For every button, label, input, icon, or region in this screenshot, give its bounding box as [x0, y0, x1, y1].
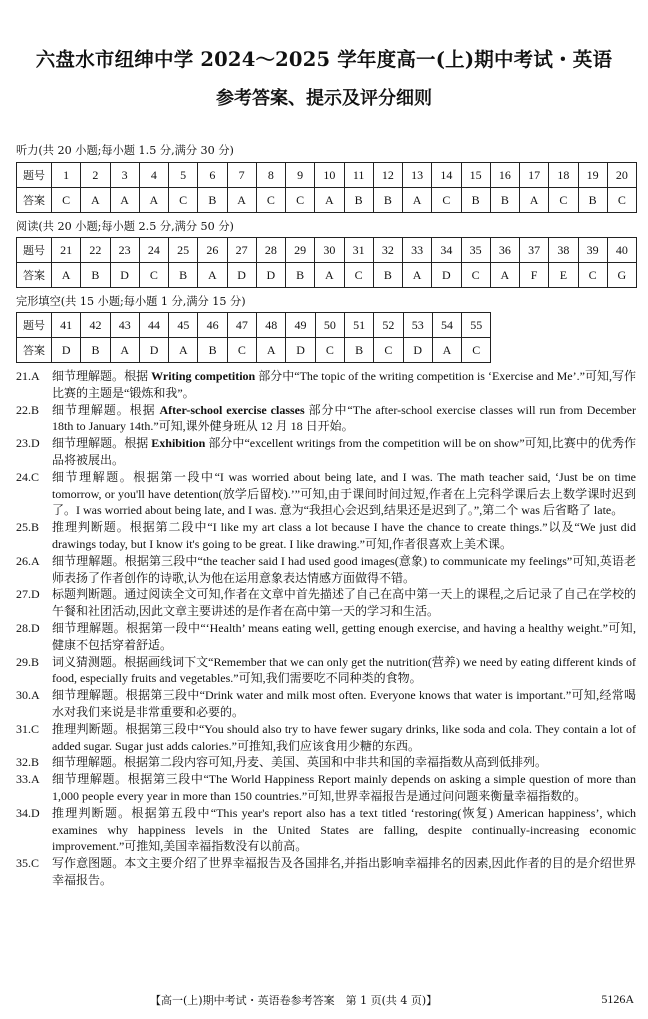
- question-number-cell: 29: [286, 238, 315, 263]
- answer-cell: C: [344, 263, 373, 288]
- answer-row: [17, 188, 637, 213]
- question-number-row: [17, 163, 637, 188]
- question-number-cell: 38: [549, 238, 578, 263]
- section-heading-reading: 阅读(共 20 小题;每小题 2.5 分,满分 50 分): [16, 220, 234, 233]
- question-number-cell: 53: [403, 313, 432, 338]
- question-number-cell: 10: [315, 163, 344, 188]
- answer-cell: A: [198, 263, 227, 288]
- explanation-body: 细节理解题。根据第三段中“The World Happiness Report mainly depends on asking a simple question of more than 1,000 people every year in more than 150 countries.”可知,世界幸福报告是通过问问题来衡量幸福指数的。: [52, 772, 636, 803]
- question-number-cell: 52: [374, 313, 403, 338]
- question-number-cell: 27: [227, 238, 256, 263]
- explanation-item: [16, 654, 636, 688]
- answer-cell: A: [227, 188, 256, 213]
- question-number-cell: 55: [462, 313, 491, 338]
- explanation-item: [16, 620, 636, 654]
- question-number-cell: 9: [286, 163, 315, 188]
- answer-cell: A: [110, 188, 139, 213]
- question-number-cell: 22: [81, 238, 110, 263]
- row-label-answer: 答案: [17, 188, 52, 213]
- question-number-cell: 37: [520, 238, 549, 263]
- answer-cell: E: [549, 263, 578, 288]
- explanation-body: 推理判断题。根据第二段中“I like my art class a lot because I have the chance to create things.”以及“We just did drawings today, but I know it's going to be great. I like drawing.”可知,作者很喜欢上美术课。: [52, 520, 636, 551]
- explanation-answer-key: 21.A: [16, 369, 40, 383]
- answer-cell: B: [344, 338, 373, 363]
- explanation-item: [16, 402, 636, 436]
- question-number-cell: 24: [139, 238, 168, 263]
- explanation-text: [52, 721, 636, 755]
- answer-cell: B: [198, 338, 227, 363]
- explanation-answer-key: 33.A: [16, 772, 40, 787]
- row-label-number: 题号: [17, 238, 52, 263]
- answer-table-cloze: [16, 312, 491, 363]
- answer-row: [17, 338, 491, 363]
- explanation-body: 部分中“The topic of the writing competition is ‘Exercise and Me’.”可知,写作比赛的主题是“锻炼和我”。: [52, 369, 636, 400]
- page-subtitle: 参考答案、提示及评分细则: [216, 88, 432, 109]
- explanation-text: [52, 620, 636, 654]
- answer-row: [17, 263, 637, 288]
- answer-cell: D: [256, 263, 285, 288]
- answer-cell: A: [403, 263, 432, 288]
- explanation-answer-key: 35.C: [16, 856, 40, 871]
- question-number-cell: 32: [373, 238, 402, 263]
- answer-cell: G: [607, 263, 636, 288]
- explanation-answer-key: 29.B: [16, 654, 40, 669]
- question-number-cell: 48: [257, 313, 286, 338]
- explanation-answer-key: 31.C: [16, 721, 40, 736]
- explanation-item: [16, 805, 636, 855]
- question-number-cell: 25: [169, 238, 198, 263]
- explanation-item: [16, 721, 636, 755]
- question-number-cell: 8: [256, 163, 285, 188]
- explanation-item: [16, 469, 636, 519]
- question-number-cell: 11: [344, 163, 373, 188]
- explanation-list: [16, 368, 636, 889]
- explanation-item: [16, 435, 636, 469]
- answer-cell: A: [257, 338, 286, 363]
- answer-cell: A: [52, 263, 81, 288]
- footer-paper-code: 5126A: [601, 992, 634, 1006]
- explanation-text: [52, 771, 636, 805]
- question-number-cell: 34: [432, 238, 461, 263]
- answer-cell: A: [403, 188, 432, 213]
- question-number-cell: 5: [169, 163, 198, 188]
- explanation-item: [16, 368, 636, 402]
- explanation-body: 部分中“excellent writings from the competition will be on show”可知,比赛中的优秀作品将被展出。: [52, 436, 636, 467]
- answer-cell: B: [490, 188, 519, 213]
- question-number-cell: 4: [139, 163, 168, 188]
- explanation-text: [52, 519, 636, 553]
- explanation-item: [16, 754, 636, 771]
- explanation-answer-key: 23.D: [16, 436, 40, 451]
- answer-cell: A: [315, 188, 344, 213]
- question-number-cell: 51: [344, 313, 373, 338]
- question-number-cell: 26: [198, 238, 227, 263]
- answer-cell: B: [373, 188, 402, 213]
- answer-cell: C: [256, 188, 285, 213]
- answer-cell: D: [286, 338, 315, 363]
- explanation-answer-key: 30.A: [16, 688, 40, 703]
- answer-cell: A: [432, 338, 461, 363]
- answer-cell: A: [315, 263, 344, 288]
- answer-cell: C: [607, 188, 636, 213]
- explanation-prefix: 细节理解题。根据: [52, 436, 152, 451]
- answer-cell: B: [344, 188, 373, 213]
- answer-cell: C: [315, 338, 344, 363]
- answer-cell: A: [139, 188, 168, 213]
- question-number-cell: 21: [52, 238, 81, 263]
- explanation-item: [16, 519, 636, 553]
- question-number-cell: 41: [52, 313, 81, 338]
- explanation-body: 词义猜测题。根据画线词下文“Remember that we can only get the nutrition(营养) we need by eating different kinds of food, especially fruits and vegetables.”可知,我们需要吃不同种类的食物。: [52, 654, 636, 686]
- explanation-answer-key: 27.D: [16, 587, 40, 602]
- answer-cell: D: [110, 263, 139, 288]
- explanation-body: 细节理解题。根据第三段中“Drink water and milk most often. Everyone knows that water is important.”可知,经常喝水对我们来说是非常重要和必要的。: [52, 688, 636, 719]
- question-number-cell: 33: [403, 238, 432, 263]
- explanation-answer-key: 26.A: [16, 553, 40, 568]
- answer-cell: A: [490, 263, 519, 288]
- explanation-answer-key: 22.B: [16, 402, 40, 417]
- explanation-answer-key: 25.B: [16, 520, 40, 535]
- answer-cell: C: [139, 263, 168, 288]
- row-label-number: 题号: [17, 163, 52, 188]
- question-number-cell: 17: [520, 163, 549, 188]
- explanation-item: [16, 687, 636, 721]
- question-number-cell: 49: [286, 313, 315, 338]
- explanation-body: 推理判断题。根据第三段中“You should also try to have fewer sugary drinks, like soda and cola. They contain a lot of added sugar. Sugar just adds calories.”可推知,我们应该食用少糖的东西。: [52, 721, 636, 753]
- question-number-cell: 18: [549, 163, 578, 188]
- question-number-cell: 47: [227, 313, 256, 338]
- question-number-row: [17, 313, 491, 338]
- explanation-body: 标题判断题。通过阅读全文可知,作者在文章中首先描述了自己在高中第一天上的课程,之后记录了自己在学校的午餐和社团活动,因此文章主要讲述的是作者在高中第一天的学习和生活。: [52, 587, 636, 619]
- question-number-cell: 46: [198, 313, 227, 338]
- answer-cell: C: [432, 188, 461, 213]
- question-number-cell: 3: [110, 163, 139, 188]
- section-heading-cloze: 完形填空(共 15 小题;每小题 1 分,满分 15 分): [16, 295, 246, 308]
- question-number-cell: 50: [315, 313, 344, 338]
- row-label-answer: 答案: [17, 263, 52, 288]
- answer-cell: B: [169, 263, 198, 288]
- footer-page-info: 【高一(上)期中考试・英语卷参考答案 第 1 页(共 4 页)】: [150, 994, 438, 1007]
- answer-cell: B: [578, 188, 607, 213]
- question-number-cell: 12: [373, 163, 402, 188]
- explanation-item: [16, 771, 636, 805]
- question-number-cell: 20: [607, 163, 636, 188]
- explanation-section-name: Writing competition: [151, 369, 256, 383]
- answer-cell: D: [139, 338, 168, 363]
- question-number-cell: 16: [490, 163, 519, 188]
- answer-cell: C: [462, 338, 491, 363]
- row-label-answer: 答案: [17, 338, 52, 363]
- answer-table-listening: [16, 162, 637, 213]
- question-number-cell: 13: [403, 163, 432, 188]
- question-number-cell: 23: [110, 238, 139, 263]
- answer-cell: A: [169, 338, 198, 363]
- explanation-item: [16, 855, 636, 889]
- answer-cell: D: [227, 263, 256, 288]
- question-number-cell: 54: [432, 313, 461, 338]
- explanation-section-name: After-school exercise classes: [159, 402, 305, 417]
- answer-cell: A: [81, 188, 110, 213]
- explanation-body: 部分中“The after-school exercise classes will run from December 18th to January 14th.”可知,课外健身班从 12 月 18 日开始。: [52, 402, 636, 434]
- question-number-cell: 14: [432, 163, 461, 188]
- answer-cell: C: [374, 338, 403, 363]
- question-number-cell: 30: [315, 238, 344, 263]
- answer-cell: D: [52, 338, 81, 363]
- answer-cell: B: [81, 263, 110, 288]
- explanation-text: [52, 687, 636, 721]
- question-number-cell: 43: [110, 313, 139, 338]
- explanation-text: [52, 855, 636, 889]
- question-number-cell: 7: [227, 163, 256, 188]
- answer-cell: F: [520, 263, 549, 288]
- explanation-item: [16, 553, 636, 587]
- explanation-text: [52, 805, 636, 855]
- answer-cell: B: [198, 188, 227, 213]
- answer-cell: C: [286, 188, 315, 213]
- answer-cell: B: [81, 338, 110, 363]
- explanation-answer-key: 24.C: [16, 469, 40, 484]
- explanation-item: [16, 586, 636, 620]
- explanation-body: 细节理解题。根据第三段中“the teacher said I had used good images(意象) to communicate my feelings”可知,英语老师表扬了作者创作的诗歌,认为他在运用意象表达情感方面做得不错。: [52, 553, 636, 585]
- explanation-body: 细节理解题。根据第一段中“‘Health’ means eating well, getting enough exercise, and having a healthy weight.”可知,健康不包括穿着舒适。: [52, 620, 636, 652]
- explanation-prefix: 细节理解题。根据: [52, 369, 152, 383]
- answer-cell: D: [432, 263, 461, 288]
- explanation-text: [52, 469, 636, 519]
- page-title: 六盘水市纽绅中学 2024～2025 学年度高一(上)期中考试・英语: [35, 48, 613, 71]
- question-number-cell: 2: [81, 163, 110, 188]
- answer-table-reading: [16, 237, 637, 288]
- explanation-body: 细节理解题。根据第一段中“I was worried about being late, and I was. The math teacher said, ‘Just be on time tomorrow, or you'll have detention(放学后留校).’”可知,由于课间时间过短,作者在上完科学课后去上数学课时迟到了。I was worried about being late, and I was. 意为“我担心会迟到,结果还是迟到了。”,第二个 was 后省略了 late。: [52, 469, 636, 518]
- answer-cell: C: [549, 188, 578, 213]
- question-number-cell: 40: [607, 238, 636, 263]
- answer-cell: C: [578, 263, 607, 288]
- question-number-cell: 36: [490, 238, 519, 263]
- explanation-body: 推理判断题。根据第五段中“This year's report also has a text titled ‘restoring(恢复) American happiness’, which examines why happiness levels in the United States are falling, despite continually-increasing economic improvement.”可推知,美国幸福指数没有以前高。: [52, 805, 636, 854]
- explanation-answer-key: 32.B: [16, 755, 40, 770]
- question-number-row: [17, 238, 637, 263]
- question-number-cell: 42: [81, 313, 110, 338]
- answer-cell: C: [52, 188, 81, 213]
- question-number-cell: 28: [256, 238, 285, 263]
- answer-cell: C: [461, 263, 490, 288]
- explanation-text: [52, 754, 636, 771]
- section-heading-listening: 听力(共 20 小题;每小题 1.5 分,满分 30 分): [16, 144, 234, 157]
- question-number-cell: 35: [461, 238, 490, 263]
- question-number-cell: 1: [52, 163, 81, 188]
- explanation-text: [52, 368, 636, 402]
- row-label-number: 题号: [17, 313, 52, 338]
- question-number-cell: 39: [578, 238, 607, 263]
- answer-cell: B: [373, 263, 402, 288]
- answer-cell: A: [520, 188, 549, 213]
- explanation-body: 写作意图题。本文主要介绍了世界幸福报告及各国排名,并指出影响幸福排名的因素,因此作者的目的是介绍世界幸福报告。: [52, 856, 636, 887]
- question-number-cell: 15: [461, 163, 490, 188]
- question-number-cell: 44: [139, 313, 168, 338]
- explanation-section-name: Exhibition: [151, 436, 206, 451]
- question-number-cell: 19: [578, 163, 607, 188]
- explanation-answer-key: 28.D: [16, 620, 40, 635]
- question-number-cell: 31: [344, 238, 373, 263]
- answer-cell: B: [286, 263, 315, 288]
- answer-cell: B: [461, 188, 490, 213]
- answer-cell: D: [403, 338, 432, 363]
- explanation-text: [52, 553, 636, 587]
- answer-cell: C: [169, 188, 198, 213]
- explanation-prefix: 细节理解题。根据: [52, 402, 160, 417]
- question-number-cell: 45: [169, 313, 198, 338]
- explanation-text: [52, 654, 636, 688]
- explanation-text: [52, 586, 636, 620]
- explanation-body: 细节理解题。根据第二段内容可知,丹麦、美国、英国和中非共和国的幸福指数从高到低排列。: [52, 755, 548, 770]
- explanation-answer-key: 34.D: [16, 805, 40, 820]
- answer-cell: A: [110, 338, 139, 363]
- explanation-text: [52, 402, 636, 436]
- question-number-cell: 6: [198, 163, 227, 188]
- answer-cell: C: [227, 338, 256, 363]
- explanation-text: [52, 435, 636, 469]
